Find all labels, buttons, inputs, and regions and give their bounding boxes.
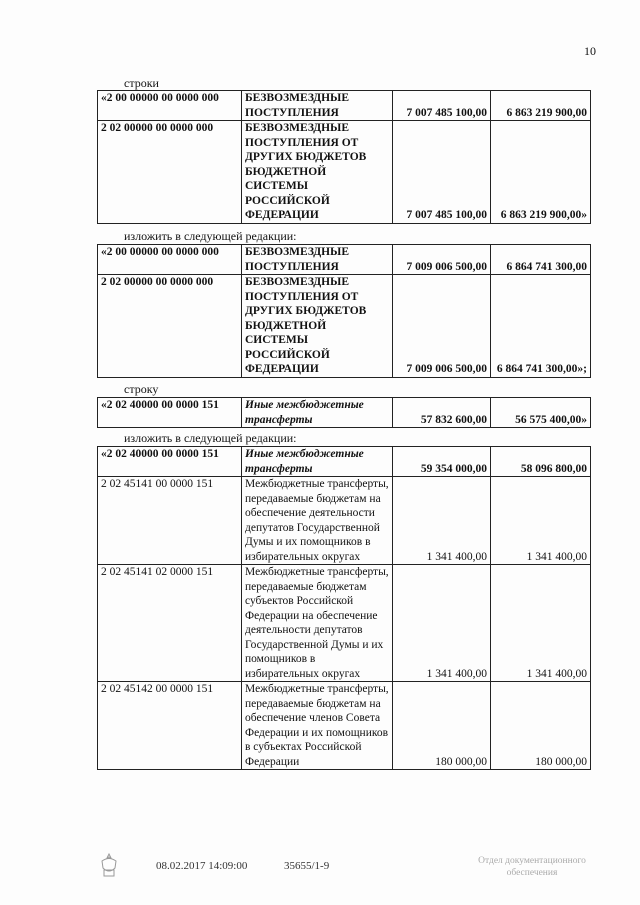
lead-text: изложить в следующей редакции: <box>124 229 297 243</box>
table-row <box>98 121 591 224</box>
row-amount-2017: 7 009 006 500,00 <box>393 275 491 378</box>
lead-text: строку <box>124 382 159 396</box>
row-amount-2017: 7 007 485 100,00 <box>393 91 491 121</box>
emblem-icon <box>98 852 120 880</box>
stamp-line: обеспечения <box>506 868 558 878</box>
row-code: 2 02 00000 00 0000 000 <box>98 121 242 224</box>
table-row <box>98 682 591 770</box>
table-row <box>98 477 591 565</box>
page-number: 10 <box>584 44 596 58</box>
table-row <box>98 565 591 682</box>
row-name: Межбюджетные трансферты, передаваемые бюджетам на обеспечение членов Совета Федерации и их помощников в субъектах Российской Федерации <box>242 682 393 770</box>
budget-table <box>97 446 591 770</box>
row-amount-2017: 59 354 000,00 <box>393 447 491 477</box>
table-row <box>98 447 591 477</box>
row-amount-2018: 1 341 400,00 <box>491 565 591 682</box>
table-row <box>98 275 591 378</box>
row-amount-2018: 6 864 741 300,00 <box>491 245 591 275</box>
row-name: Межбюджетные трансферты, передаваемые бюджетам субъектов Российской Федерации на обеспечение деятельности депутатов Государственной Думы и их помощников в избирательных округах <box>242 565 393 682</box>
row-amount-2017: 1 341 400,00 <box>393 565 491 682</box>
row-amount-2018: 6 864 741 300,00»; <box>491 275 591 378</box>
row-amount-2017: 57 832 600,00 <box>393 398 491 428</box>
row-amount-2017: 180 000,00 <box>393 682 491 770</box>
table-row <box>98 91 591 121</box>
budget-table <box>97 90 591 224</box>
row-code: «2 00 00000 00 0000 000 <box>98 245 242 275</box>
row-name: БЕЗВОЗМЕЗДНЫЕ ПОСТУПЛЕНИЯ ОТ ДРУГИХ БЮДЖЕТОВ БЮДЖЕТНОЙ СИСТЕМЫ РОССИЙСКОЙ ФЕДЕРАЦИИ <box>242 121 393 224</box>
row-amount-2018: 1 341 400,00 <box>491 477 591 565</box>
row-amount-2017: 7 007 485 100,00 <box>393 121 491 224</box>
budget-table <box>97 244 591 378</box>
table-row <box>98 398 591 428</box>
row-amount-2018: 58 096 800,00 <box>491 447 591 477</box>
row-name: Межбюджетные трансферты, передаваемые бюджетам на обеспечение деятельности депутатов Государственной Думы и их помощников в избирательных округах <box>242 477 393 565</box>
row-code: 2 02 45141 00 0000 151 <box>98 477 242 565</box>
row-amount-2018: 180 000,00 <box>491 682 591 770</box>
row-amount-2018: 6 863 219 900,00» <box>491 121 591 224</box>
row-name: Иные межбюджетные трансферты <box>242 447 393 477</box>
row-name: Иные межбюджетные трансферты <box>242 398 393 428</box>
row-amount-2017: 7 009 006 500,00 <box>393 245 491 275</box>
budget-table <box>97 397 591 428</box>
footer-timestamp: 08.02.2017 14:09:00 <box>156 860 248 872</box>
stamp-line: Отдел документационного <box>478 856 586 866</box>
department-stamp <box>452 855 612 879</box>
lead-text: изложить в следующей редакции: <box>124 431 297 445</box>
row-name: БЕЗВОЗМЕЗДНЫЕ ПОСТУПЛЕНИЯ ОТ ДРУГИХ БЮДЖЕТОВ БЮДЖЕТНОЙ СИСТЕМЫ РОССИЙСКОЙ ФЕДЕРАЦИИ <box>242 275 393 378</box>
row-name: БЕЗВОЗМЕЗДНЫЕ ПОСТУПЛЕНИЯ <box>242 91 393 121</box>
row-code: «2 00 00000 00 0000 000 <box>98 91 242 121</box>
footer-doc-number: 35655/1-9 <box>284 860 330 872</box>
row-code: 2 02 45142 00 0000 151 <box>98 682 242 770</box>
row-amount-2018: 56 575 400,00» <box>491 398 591 428</box>
lead-text: строки <box>124 76 159 90</box>
row-code: 2 02 00000 00 0000 000 <box>98 275 242 378</box>
row-amount-2017: 1 341 400,00 <box>393 477 491 565</box>
row-code: 2 02 45141 02 0000 151 <box>98 565 242 682</box>
row-name: БЕЗВОЗМЕЗДНЫЕ ПОСТУПЛЕНИЯ <box>242 245 393 275</box>
table-row <box>98 245 591 275</box>
row-code: «2 02 40000 00 0000 151 <box>98 447 242 477</box>
row-amount-2018: 6 863 219 900,00 <box>491 91 591 121</box>
row-code: «2 02 40000 00 0000 151 <box>98 398 242 428</box>
